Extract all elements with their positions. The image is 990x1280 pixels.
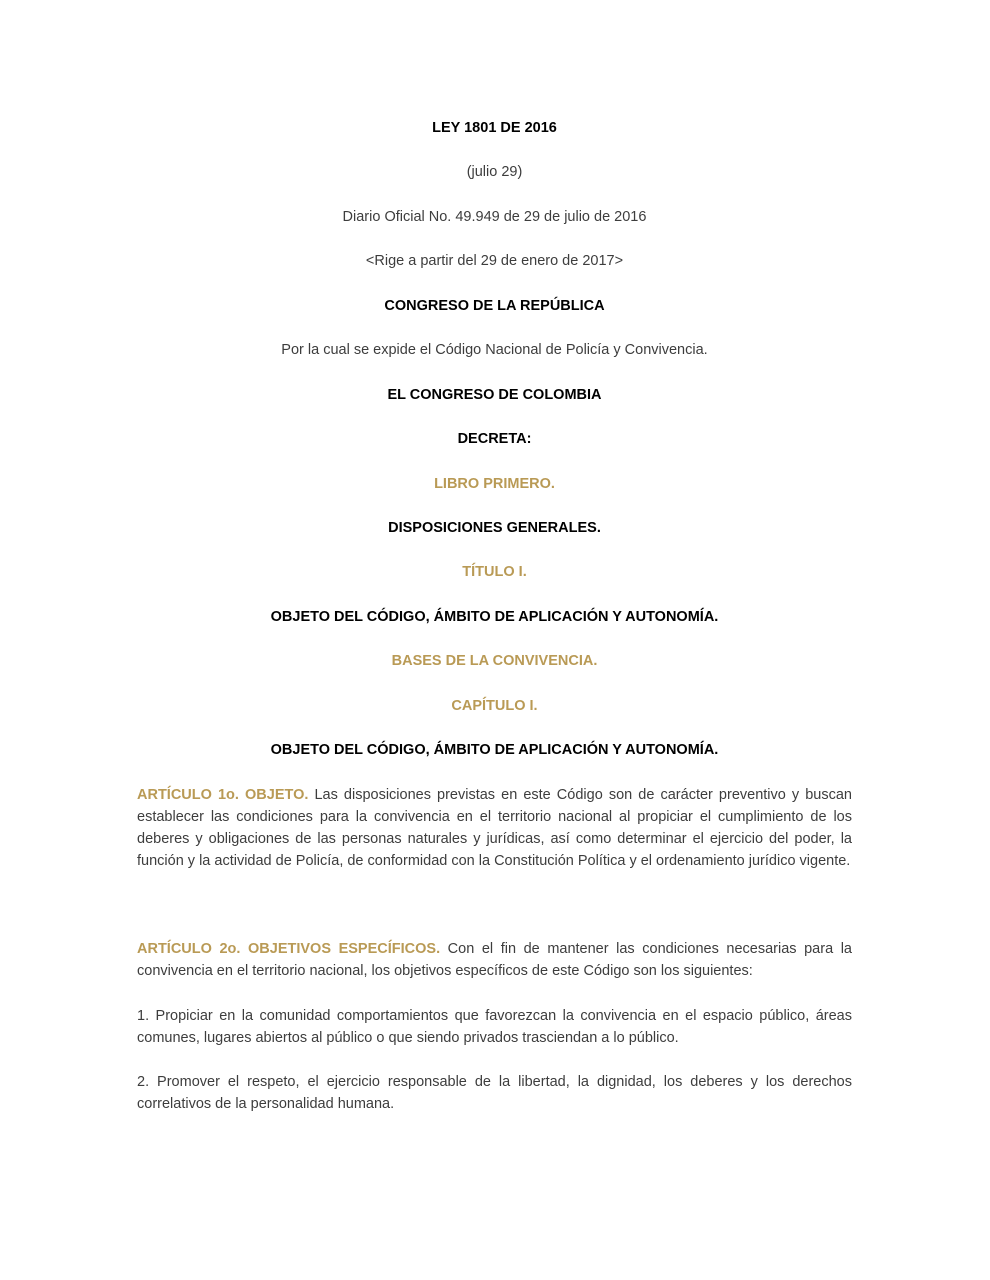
- title-heading[interactable]: TÍTULO I.: [462, 564, 527, 580]
- enacting-body: EL CONGRESO DE COLOMBIA: [387, 387, 602, 403]
- title-name: OBJETO DEL CÓDIGO, ÁMBITO DE APLICACIÓN Y AUTONOMÍA.: [270, 609, 719, 625]
- issuer-heading: CONGRESO DE LA REPÚBLICA: [384, 298, 605, 314]
- gazette-reference: Diario Oficial No. 49.949 de 29 de julio de 2016: [342, 209, 647, 225]
- article-2-label[interactable]: ARTÍCULO 2o. OBJETIVOS ESPECÍFICOS.: [137, 941, 441, 957]
- law-date: (julio 29): [466, 164, 523, 180]
- list-item: 1. Propiciar en la comunidad comportamientos que favorezcan la convivencia en el espacio público, áreas comunes, lugares abiertos al público o que siendo privados trasciendan a lo público.: [137, 1008, 852, 1046]
- article-2-text: Con el fin de mantener las condiciones necesarias para la convivencia en el territorio nacional, los objetivos específicos de este Código son los siguientes:: [137, 941, 852, 979]
- article-1: [137, 784, 852, 872]
- book-title: DISPOSICIONES GENERALES.: [388, 520, 601, 536]
- law-summary: Por la cual se expide el Código Nacional de Policía y Convivencia.: [281, 342, 708, 358]
- law-title: LEY 1801 DE 2016: [432, 120, 557, 136]
- chapter-name: OBJETO DEL CÓDIGO, ÁMBITO DE APLICACIÓN Y AUTONOMÍA.: [270, 742, 719, 758]
- list-item: 2. Promover el respeto, el ejercicio responsable de la libertad, la dignidad, los deberes y los derechos correlativos de la personalidad humana.: [137, 1074, 852, 1112]
- article-1-label[interactable]: ARTÍCULO 1o. OBJETO.: [137, 787, 309, 803]
- article-2: [137, 938, 852, 982]
- effective-date: <Rige a partir del 29 de enero de 2017>: [365, 253, 624, 269]
- decree-heading: DECRETA:: [457, 431, 532, 447]
- article-1-text: Las disposiciones previstas en este Código son de carácter preventivo y buscan establecer las condiciones para la convivencia en el territorio nacional al propiciar el cumplimiento de los deberes y obligaciones de las personas naturales y jurídicas, así como determinar el ejercicio del poder, la función y la actividad de Policía, de conformidad con la Constitución Política y el ordenamiento jurídico vigente.: [137, 787, 852, 869]
- subtitle-heading[interactable]: BASES DE LA CONVIVENCIA.: [391, 653, 598, 669]
- book-heading[interactable]: LIBRO PRIMERO.: [434, 476, 555, 492]
- chapter-heading[interactable]: CAPÍTULO I.: [451, 698, 538, 714]
